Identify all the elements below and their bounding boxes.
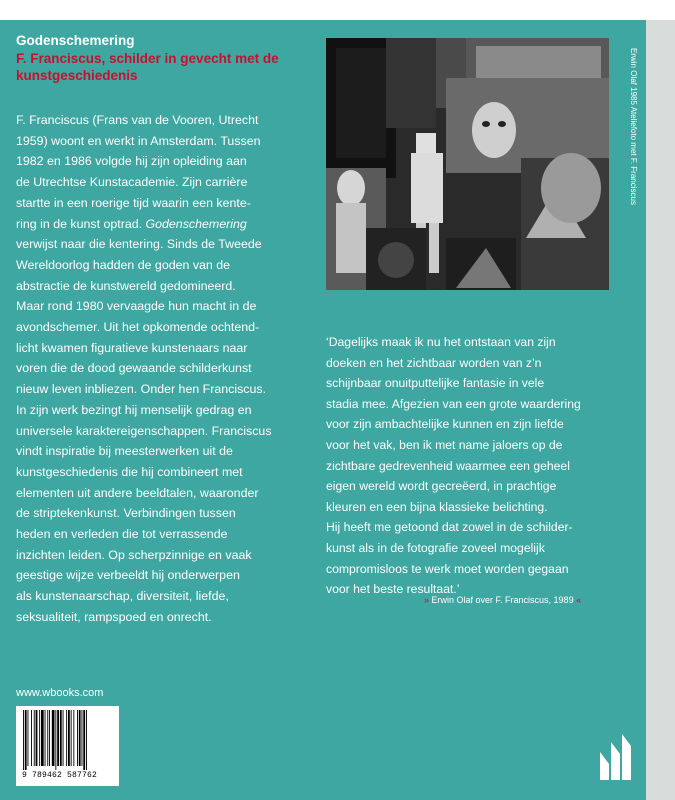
barcode-bar bbox=[55, 710, 56, 770]
blurb-line: F. Franciscus (Frans van de Vooren, Utrecht bbox=[16, 113, 259, 127]
blurb-line: als kunstenaarschap, diversiteit, liefde, bbox=[16, 589, 229, 604]
blurb-line: inzichten leiden. Op scherpzinnige en vaak bbox=[16, 547, 252, 562]
quote-line: kunst als in de fotografie zoveel mogelijk bbox=[326, 540, 545, 555]
barcode-bar bbox=[71, 710, 72, 766]
quote-line: kleuren en een bijna klassieke belichting. bbox=[326, 499, 548, 514]
quote-line: stadia mee. Afgezien van een grote waardering bbox=[326, 396, 581, 411]
barcode-bar bbox=[66, 710, 67, 766]
isbn-number: 9 789462 587762 bbox=[22, 771, 98, 780]
quote-source-text: Erwin Olaf over F. Franciscus, 1989 bbox=[429, 595, 577, 605]
barcode-bar bbox=[63, 710, 64, 766]
isbn-barcode bbox=[16, 706, 119, 786]
blurb-line: startte in een roerige tijd waarin een kente- bbox=[16, 195, 251, 210]
quote-line: schijnbaar onuitputtelijke fantasie in vele bbox=[326, 376, 545, 391]
barcode-bar bbox=[23, 710, 24, 770]
barcode-bar bbox=[28, 710, 29, 766]
book-subtitle: F. Franciscus, schilder in gevecht met de kunstgeschiedenis bbox=[16, 51, 279, 83]
barcode-bar bbox=[79, 710, 81, 766]
barcode-bar bbox=[45, 710, 46, 766]
blurb-line: vindt inspiratie bij meesterwerken uit de bbox=[16, 444, 233, 459]
blurb-line bbox=[16, 214, 316, 235]
barcode-bar bbox=[34, 710, 35, 766]
blurb-line: voren die de dood gewaande schilderkunst bbox=[16, 361, 252, 376]
quote-close-mark: « bbox=[576, 595, 582, 605]
quote-line: voor zijn ambachtelijke kunnen en zijn liefde bbox=[326, 417, 564, 432]
barcode-bar bbox=[60, 710, 62, 766]
blurb-line-text: ring in de kunst optrad. bbox=[16, 216, 146, 231]
blurb-line: verwijst naar die kentering. Sinds de Tweede bbox=[16, 237, 262, 252]
quote-line: eigen wereld wordt gecreëerd, in prachtige bbox=[326, 479, 557, 494]
barcode-bars bbox=[22, 710, 113, 770]
book-title: Godenschemering bbox=[16, 33, 135, 48]
barcode-bar bbox=[52, 710, 55, 766]
blurb-line: kunstgeschiedenis die hij combineert met bbox=[16, 464, 243, 479]
barcode-bar bbox=[36, 710, 38, 766]
barcode-bar bbox=[31, 710, 32, 766]
quote-line: zichtbare gedrevenheid waarmee een geheel bbox=[326, 458, 570, 473]
blurb-line: 1959) woont en werkt in Amsterdam. Tussen bbox=[16, 133, 261, 148]
blurb-line: seksualiteit, rampspoed en onrecht. bbox=[16, 609, 212, 624]
barcode-bar bbox=[86, 710, 87, 770]
quote-open-mark: » bbox=[424, 595, 430, 605]
barcode-bar bbox=[73, 710, 74, 766]
blurb-line: Maar rond 1980 vervaagde hun macht in de bbox=[16, 299, 257, 314]
quote-line: compromisloos te werk moet worden gegaan bbox=[326, 561, 569, 576]
quote-line: voor het vak, ben ik met name jaloers op de bbox=[326, 437, 563, 452]
quote-line: doeken en het zichtbaar worden van z’n bbox=[326, 355, 542, 370]
blurb-line: universele karaktereigenschappen. Franciscus bbox=[16, 423, 272, 438]
barcode-bar bbox=[25, 710, 27, 770]
quote-attribution bbox=[424, 594, 624, 606]
back-cover bbox=[0, 20, 646, 800]
blurb-book-title-italic: Godenschemering bbox=[145, 216, 247, 231]
barcode-bar bbox=[77, 710, 78, 766]
barcode-bar bbox=[83, 710, 85, 770]
barcode-bar bbox=[39, 710, 40, 766]
blurb-line: avondschemer. Uit het opkomende ochtend- bbox=[16, 320, 260, 335]
barcode-bar bbox=[49, 710, 50, 766]
blurb-line: de striptekenkunst. Verbindingen tussen bbox=[16, 506, 236, 521]
quote-line: voor het beste resultaat.’ bbox=[326, 582, 460, 597]
quote-line: Hij heeft me getoond dat zowel in de schilder- bbox=[326, 520, 573, 535]
blurb-line: de Utrechtse Kunstacademie. Zijn carrière bbox=[16, 175, 248, 190]
studio-photo bbox=[326, 38, 609, 290]
barcode-bar bbox=[47, 710, 48, 766]
blurb-line: In zijn werk bezingt hij menselijk gedrag en bbox=[16, 402, 252, 417]
barcode-bar bbox=[82, 710, 83, 766]
barcode-bar bbox=[57, 710, 59, 766]
blurb-line: elementen uit andere beeldtalen, waaronder bbox=[16, 485, 259, 500]
quote-text bbox=[326, 332, 626, 600]
publisher-website: www.wbooks.com bbox=[16, 687, 104, 699]
blurb-line: geestige wijze verbeeldt hij onderwerpen bbox=[16, 568, 240, 583]
publisher-logo-icon bbox=[598, 734, 638, 782]
blurb-line: 1982 en 1986 volgde hij zijn opleiding aan bbox=[16, 154, 247, 169]
studio-photo-illustration bbox=[326, 38, 609, 290]
book-spine-edge bbox=[646, 20, 675, 800]
blurb-line: abstractie de kunstwereld gedomineerd. bbox=[16, 278, 236, 293]
quote-line: ‘Dagelijks maak ik nu het ontstaan van zijn bbox=[326, 335, 556, 349]
blurb-text bbox=[16, 110, 316, 628]
blurb-line: licht kwamen figuratieve kunstenaars naar bbox=[16, 340, 248, 355]
blurb-line: heden en verleden die tot verrassende bbox=[16, 527, 228, 542]
blurb-line: nieuw leven inbliezen. Onder hen Franciscus. bbox=[16, 382, 267, 397]
barcode-bar bbox=[68, 710, 70, 766]
blurb-line: Wereldoorlog hadden de goden van de bbox=[16, 257, 231, 272]
barcode-bar bbox=[41, 710, 44, 766]
photo-credit: Erwin Olaf 1985 Ateliefoto met F. Franciscus bbox=[629, 48, 638, 205]
